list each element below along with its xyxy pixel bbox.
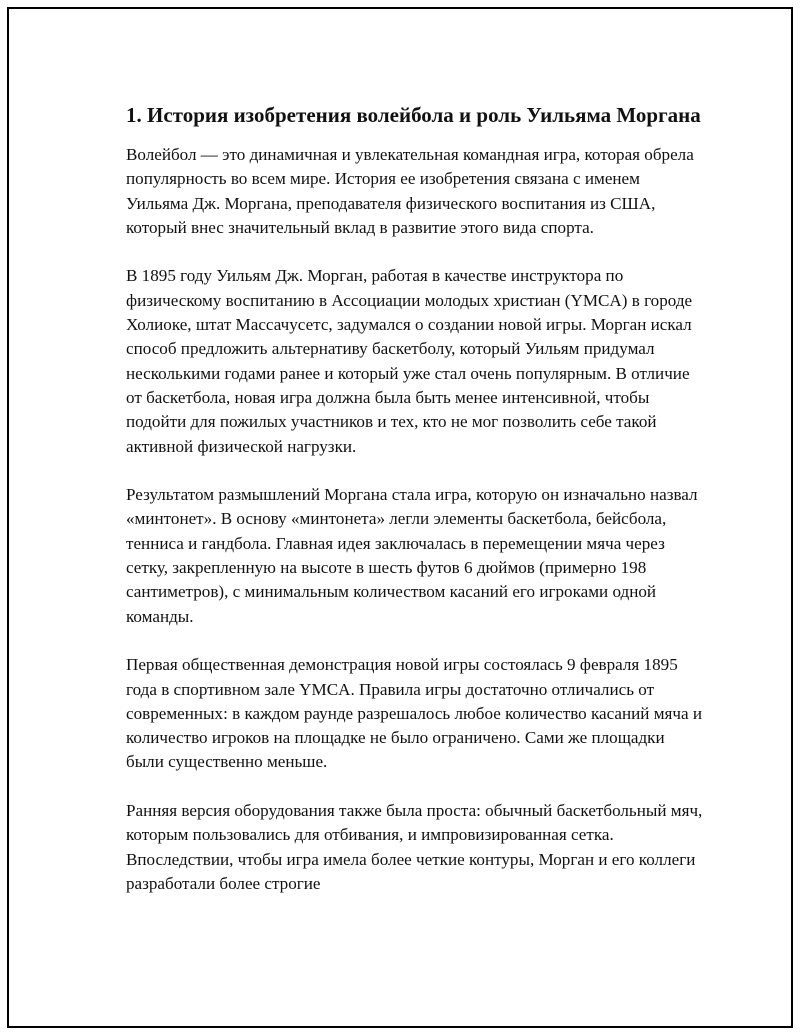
section-heading: 1. История изобретения волейбола и роль Уильяма Моргана bbox=[126, 103, 701, 127]
document-body bbox=[126, 101, 706, 921]
paragraph-equipment: Ранняя версия оборудования также была проста: обычный баскетбольный мяч, которым пользовались для отбивания, и импровизированная сетка. Впоследствии, чтобы игра имела более четкие контуры, Морган и его коллеги разработали более строгие bbox=[126, 801, 703, 893]
paragraph-first-demo: Первая общественная демонстрация новой игры состоялась 9 февраля 1895 года в спортивном зале YMCA. Правила игры достаточно отличались от современных: в каждом раунде разрешалось любое количество касаний мяча и количество игроков на площадке не было ограничено. Сами же площадки были существенно меньше. bbox=[126, 655, 702, 772]
paragraph-1895-origin: В 1895 году Уильям Дж. Морган, работая в качестве инструктора по физическому воспитанию в Ассоциации молодых христиан (YMCA) в городе Холиоке, штат Массачусетс, задумался о создании новой игры. Морган искал способ предложить альтернативу баскетболу, который Уильям придумал несколькими годами ранее и который уже стал очень популярным. В отличие от баскетбола, новая игра должна была быть менее интенсивной, чтобы подойти для пожилых участников и тех, кто не мог позволить себе такой активной физической нагрузки. bbox=[126, 266, 693, 456]
page-frame bbox=[7, 7, 793, 1028]
paragraph-mintonette: Результатом размышлений Моргана стала игра, которую он изначально назвал «минтонет». В основу «минтонета» легли элементы баскетбола, бейсбола, тенниса и гандбола. Главная идея заключалась в перемещении мяча через сетку, закрепленную на высоте в шесть футов 6 дюймов (примерно 198 сантиметров), с минимальным количеством касаний его игроками одной команды. bbox=[126, 485, 698, 626]
paragraph-intro: Волейбол — это динамичная и увлекательная командная игра, которая обрела популярность во всем мире. История ее изобретения связана с именем Уильяма Дж. Моргана, преподавателя физического воспитания из США, который внес значительный вклад в развитие этого вида спорта. bbox=[126, 145, 694, 237]
